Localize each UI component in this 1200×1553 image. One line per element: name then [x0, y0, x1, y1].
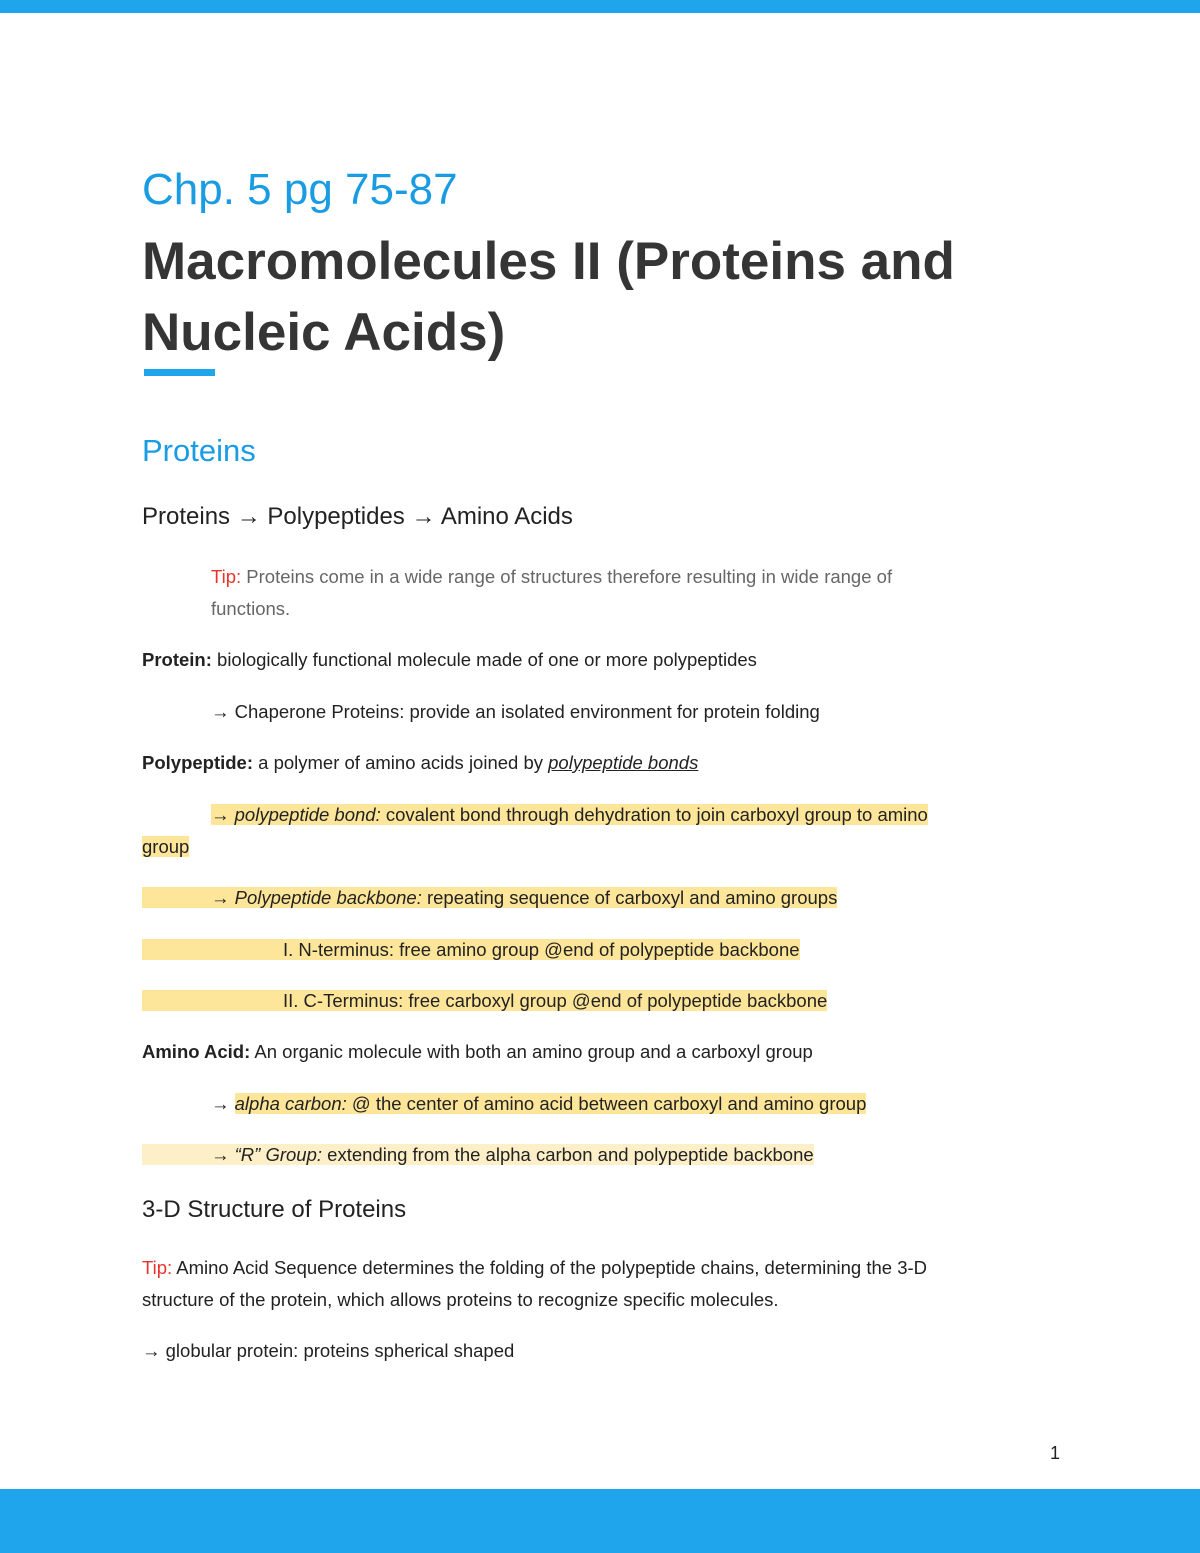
polypeptide-bonds-link[interactable]: polypeptide bonds: [548, 752, 699, 773]
highlight-r-group: [142, 1144, 814, 1165]
polypeptide-term: Polypeptide:: [142, 752, 254, 773]
tip-proteins-line1: [211, 561, 892, 593]
r-def-text: extending from the alpha carbon and polypeptide backbone: [322, 1144, 814, 1165]
r-group-line: [142, 1139, 814, 1171]
chapter-reference: Chp. 5 pg 75-87: [142, 165, 458, 214]
highlight-bond-line1: [211, 804, 928, 825]
page-number: 1: [1050, 1443, 1061, 1463]
alpha-carbon-line: [211, 1088, 866, 1120]
protein-def-text: biologically functional molecule made of one or more polypeptides: [211, 649, 757, 670]
arrow-glyph: →: [211, 804, 235, 825]
proteins-flow-heading: Proteins → Polypeptides → Amino Acids: [142, 503, 573, 530]
highlight-n-terminus: I. N-terminus: free amino group @end of polypeptide backbone: [142, 939, 800, 960]
r-term: “R” Group:: [234, 1144, 323, 1165]
bond-term: polypeptide bond:: [234, 804, 381, 825]
tip-proteins-line2: functions.: [211, 598, 291, 619]
polypeptide-bond-line2: [142, 831, 189, 863]
polypeptide-def-text: a polymer of amino acids joined by: [253, 752, 549, 773]
section-heading-3d-structure: 3-D Structure of Proteins: [142, 1196, 407, 1223]
backbone-term: Polypeptide backbone:: [234, 887, 422, 908]
highlight-backbone: [142, 887, 837, 908]
tip-text: Proteins come in a wide range of structures therefore resulting in wide range of: [241, 566, 893, 587]
globular-protein-note: → globular protein: proteins spherical shaped: [142, 1340, 515, 1361]
amino-term: Amino Acid:: [142, 1041, 251, 1062]
polypeptide-definition: [142, 747, 698, 779]
bond-def-text: covalent bond through dehydration to join carboxyl group to amino: [380, 804, 928, 825]
arrow-glyph: →: [211, 887, 235, 908]
alpha-term: alpha carbon:: [234, 1093, 347, 1114]
arrow-glyph: →: [211, 1144, 235, 1165]
chaperone-note: → Chaperone Proteins: provide an isolated environment for protein folding: [211, 701, 820, 722]
page-title: Macromolecules II (Proteins and Nucleic Acids): [142, 232, 955, 362]
amino-def-text: An organic molecule with both an amino group and a carboxyl group: [250, 1041, 813, 1062]
highlight-c-terminus: II. C-Terminus: free carboxyl group @end of polypeptide backbone: [142, 990, 827, 1011]
bottom-accent-bar: [0, 1489, 1200, 1553]
tip-label: Tip:: [142, 1257, 173, 1278]
polypeptide-bond-line1: [211, 799, 928, 831]
arrow-glyph: →: [211, 1093, 235, 1114]
backbone-line: [142, 882, 837, 914]
amino-acid-definition: [142, 1036, 813, 1068]
section-heading-proteins: Proteins: [142, 433, 256, 468]
tip-text: Amino Acid Sequence determines the folding of the polypeptide chains, determining the 3-D: [172, 1257, 928, 1278]
highlight-bond-line2: group: [142, 836, 190, 857]
top-accent-bar: [0, 0, 1200, 13]
n-terminus-line: [142, 934, 800, 966]
alpha-def-text: @ the center of amino acid between carboxyl and amino group: [346, 1093, 867, 1114]
backbone-def-text: repeating sequence of carboxyl and amino groups: [421, 887, 838, 908]
title-underline: [144, 369, 215, 376]
highlight-alpha-carbon: [235, 1093, 867, 1114]
tip-3d-line1: [142, 1252, 927, 1284]
protein-term: Protein:: [142, 649, 212, 670]
protein-definition: [142, 644, 757, 676]
tip-3d-line2: structure of the protein, which allows proteins to recognize specific molecules.: [142, 1289, 779, 1310]
tip-label: Tip:: [211, 566, 242, 587]
c-terminus-line: [142, 985, 827, 1017]
